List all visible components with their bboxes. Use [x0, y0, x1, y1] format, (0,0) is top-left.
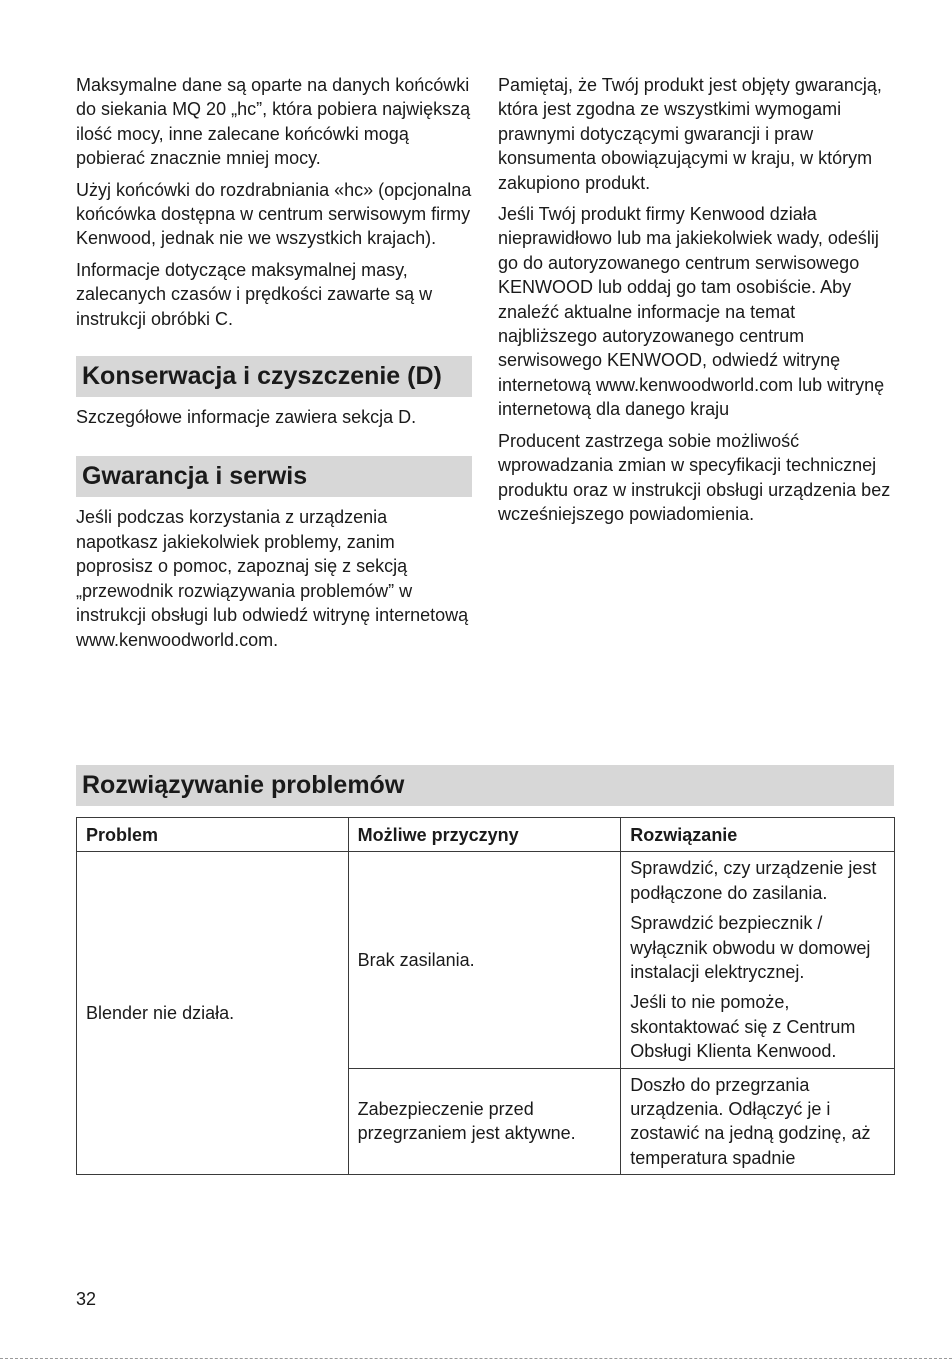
paragraph-manufacturer-rights: Producent zastrzega sobie możliwość wprowadzania zmian w specyfikacji technicznej produktu oraz w instrukcji obsługi urządzenia bez wcześniejszego powiadomienia.: [498, 430, 891, 524]
heading-maintenance-cleaning: Konserwacja i czyszczenie (D): [76, 356, 472, 397]
page-number: 32: [76, 1289, 97, 1309]
paragraph-max-mass-info: Informacje dotyczące maksymalnej masy, zalecanych czasów i prędkości zawarte są w instrukcji obróbki C.: [76, 259, 433, 329]
column-header-causes: Możliwe przyczyny: [348, 818, 621, 852]
paragraph-service-center: Jeśli Twój produkt firmy Kenwood działa nieprawidłowo lub ma jakiekolwiek wady, odeślij go do autoryzowanego centrum serwisowego KENWOOD lub oddaj go tam osobiście. Aby znaleźć aktualne informacje na temat najbliższego autoryzowanego centrum serwisowego KENWOOD, odwiedź witrynę internetową www.kenwoodworld.com lub witrynę internetową dla danego kraju: [498, 204, 885, 420]
bottom-dashed-rule: [0, 1358, 952, 1359]
column-header-problem: Problem: [77, 818, 349, 852]
solution-check-plugged: Sprawdzić, czy urządzenie jest podłączone do zasilania.: [630, 858, 877, 903]
paragraph-warranty-help: Jeśli podczas korzystania z urządzenia napotkasz jakiekolwiek problemy, zanim poprosisz o pomoc, zapoznaj się z sekcją „przewodnik rozwiązywania problemów” w instrukcji obsługi lub odwiedź witrynę internetową www.kenwoodworld.com.: [76, 507, 469, 650]
cause-cell-no-power: Brak zasilania.: [348, 852, 621, 1068]
heading-troubleshooting: Rozwiązywanie problemów: [76, 765, 894, 806]
solution-contact-service: Jeśli to nie pomoże, skontaktować się z Centrum Obsługi Klienta Kenwood.: [630, 992, 856, 1062]
table-row: [77, 852, 895, 1068]
table-header-row: [77, 818, 895, 852]
solution-cell-overheat: Doszło do przegrzania urządzenia. Odłączyć je i zostawić na jedną godzinę, aż temperatura spadnie: [621, 1068, 895, 1175]
solution-cell-no-power: [621, 852, 895, 1068]
cause-cell-overheat: Zabezpieczenie przed przegrzaniem jest aktywne.: [348, 1068, 621, 1175]
left-column: [76, 73, 472, 659]
right-column: [498, 73, 896, 533]
paragraph-hc-attachment: Użyj końcówki do rozdrabniania «hc» (opcjonalna końcówka dostępna w centrum serwisowym firmy Kenwood, jednak nie we wszystkich krajach).: [76, 179, 472, 249]
column-header-solution: Rozwiązanie: [621, 818, 895, 852]
heading-warranty-service: Gwarancja i serwis: [76, 456, 472, 497]
troubleshooting-table: [76, 817, 895, 1175]
paragraph-maintenance: Szczegółowe informacje zawiera sekcja D.: [76, 407, 417, 428]
paragraph-warranty-coverage: Pamiętaj, że Twój produkt jest objęty gwarancją, która jest zgodna ze wszystkimi wymogami prawnymi dotyczącymi gwarancji i praw konsumenta obowiązującymi w kraju, w którym zakupiono produkt.: [498, 75, 882, 193]
problem-cell: Blender nie działa.: [77, 852, 349, 1175]
solution-check-fuse: Sprawdzić bezpiecznik / wyłącznik obwodu w domowej instalacji elektrycznej.: [630, 913, 871, 983]
paragraph-max-data: Maksymalne dane są oparte na danych końcówki do siekania MQ 20 „hc”, która pobiera największą ilość mocy, inne zalecane końcówki mogą pobierać znacznie mniej mocy.: [76, 75, 471, 169]
